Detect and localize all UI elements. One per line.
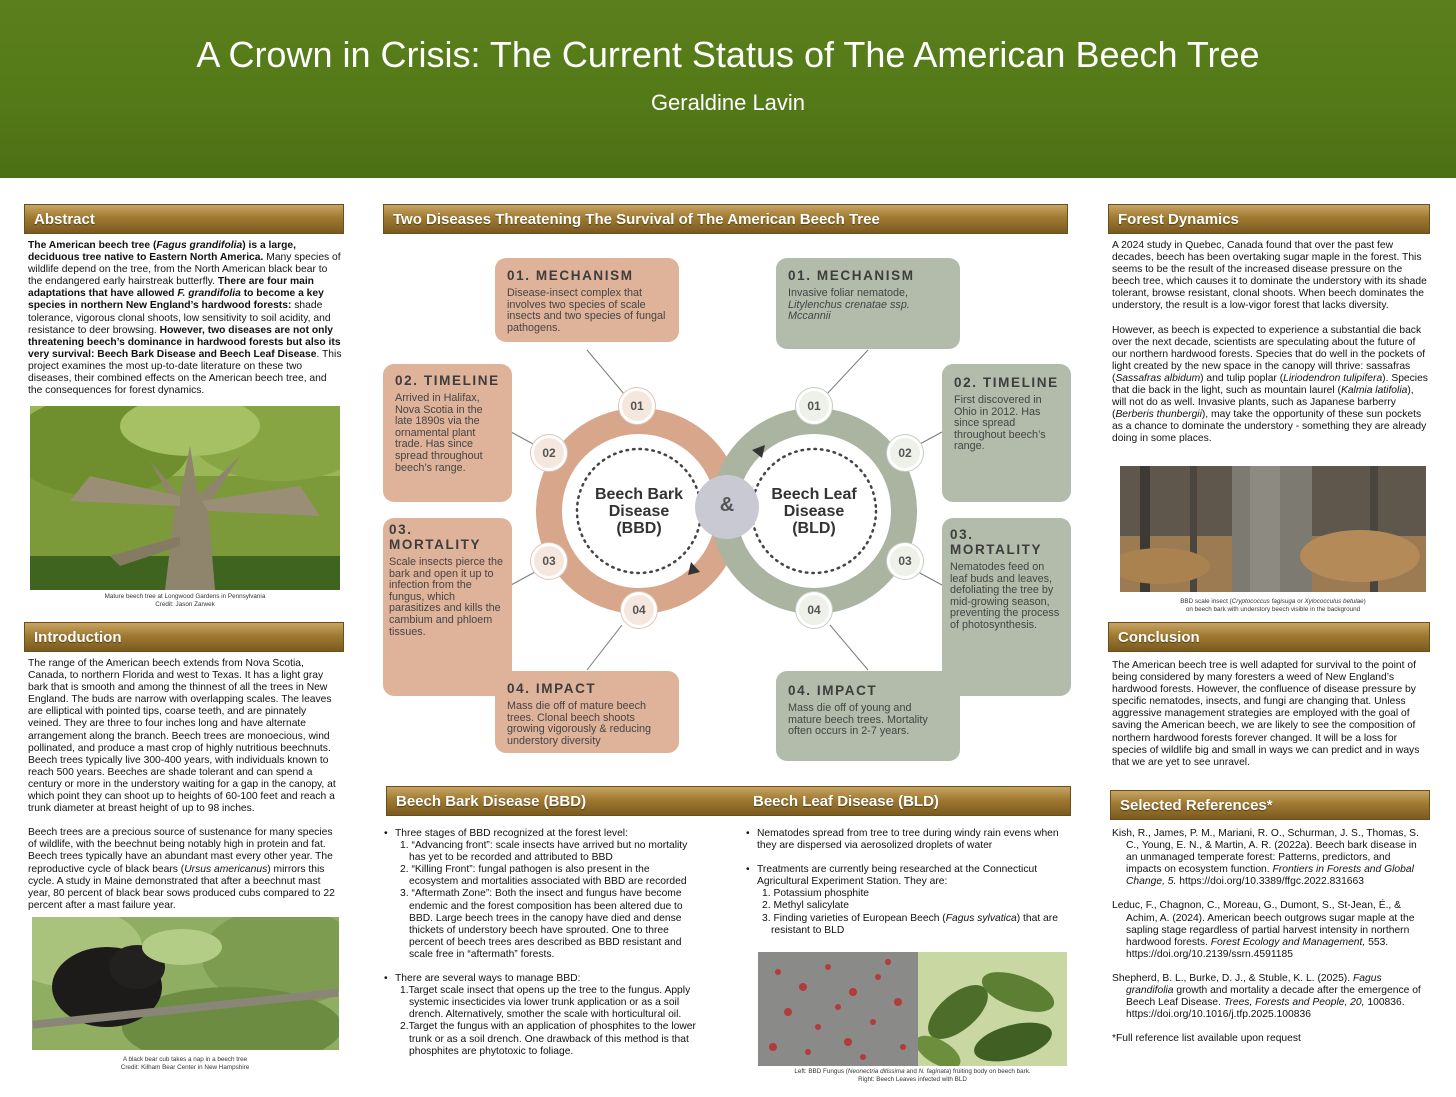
bld-node-01: 01 (796, 388, 832, 424)
bld-mechanism-card: 01. MECHANISM Invasive foliar nematode, Litylenchus crenatae ssp. Mccannii (776, 258, 960, 349)
bbd-node-01: 01 (619, 388, 655, 424)
bbd-timeline-card: 02. TIMELINE Arrived in Halifax, Nova Scotia in the late 1890s via the ornamental plant trade. Has since spread throughout beech’s range. (383, 364, 512, 502)
disease-diagram (383, 240, 1073, 780)
introduction-text: The range of the American beech extends from Nova Scotia, Canada, to northern Florida and west to Texas. It has a light gray bark that is smooth and among the thinnest of all the trees in New England. The buds are narrow with overlapping scales. The leaves are elliptical with pointed tips, coarse teeth, and are pinnately veined. They are three to four inches long and have alternate arrangement along the branch. Beech trees are monoecious, wind pollinated, and produce a mast crop of highly nutritious beechnuts. Beech trees typically live 300-400 years, with individuals known to reach 500 years. Beeches are shade tolerant and can spend a century or more in the understory waiting for a gap in the canopy, at which point they can shoot up to heights of 60-100 feet and reach a trunk diameter at breast height of up to 98 inches. Beech trees are a precious source of sustenance for many species of wildlife, with the beechnut being notably high in protein and fat. Beech trees typically have an abundant mast every other year. The reproductive cycle of black bears (Ursus americanus) mirrors this cycle. A study in Maine demonstrated that after a beechnut mast year, 80 percent of black bear sows produced cubs compared to 22 percent after a mast failure year. (28, 658, 336, 911)
bbd-center-label: Beech Bark Disease (BBD) (594, 486, 684, 537)
conclusion-header: Conclusion (1108, 622, 1430, 652)
poster-author: Geraldine Lavin (650, 90, 806, 115)
bld-node-04: 04 (796, 592, 832, 628)
bld-section-heading: Beech Leaf Disease (BLD) (753, 793, 939, 810)
bld-mortality-card: 03. MORTALITY Nematodes feed on leaf buds and leaves, defoliating the tree by mid-growing season, preventing the process of photosynthesis. (942, 518, 1071, 696)
reference-item: Kish, R., James, P. M., Mariani, R. O., Schurman, J. S., Thomas, S. C., Young, E. N., & Martin, A. R. (2022a). Beech bark disease in an unmanaged temperate forest: Patterns, predictors, and impacts on ecosystem function. Frontiers in Forests and Global Change, 5. https://doi.org/10.3389/ffgc.2022.831663 (1112, 828, 1419, 888)
forest-photo-caption: BBD scale insect (Cryptococcus fagisuga or Xylococculus betulae) on beech bark with understory beech visible in the background (1180, 598, 1366, 613)
forest-dynamics-text: A 2024 study in Quebec, Canada found that over the past few decades, beech has been overtaking sugar maple in the forest. This seems to be the result of the increased disease pressure on the beech tree, which causes it to dominate the understory with its shade tolerant, browse resistant, clonal shoots. When beech dominates the understory, the result is a low-vigor forest that lacks diversity. However, as beech is expected to experience a substantial die back over the next decade, scientists are speculating about the future of our northern hardwood forests. Species that do well in the pockets of light created by the new space in the canopy will thrive: sassafras (Sassafras albidum) and tulip poplar (Liriodendron tulipifera). Species that die back in the light, such as mountain laurel (Kalmia latifolia), will not do as well. Invasive plants, such as Japanese barberry (Berberis thunbergii), may take the opportunity of these sun pockets as a chance to dominate the understory - something they are already doing in some places. (1112, 240, 1428, 445)
bld-photo-caption: Left: BBD Fungus (Neonectria ditissima and N. faginata) fruiting body on beech bark. Right: Beech Leaves infected with BLD (794, 1068, 1031, 1083)
reference-item: Shepherd, B. L., Burke, D. J., & Stuble, K. L. (2025). Fagus grandifolia growth and mortality a decade after the emergence of Beech Leaf Disease. Trees, Forests and People, 20, 100836. https://doi.org/10.1016/j.tfp.2025.100836 (1112, 972, 1421, 1021)
title-banner (0, 0, 1456, 178)
abstract-photo-caption: Mature beech tree at Longwood Gardens in Pennsylvania Credit: Jason Zarwek (104, 593, 266, 608)
diagram-header: Two Diseases Threatening The Survival of The American Beech Tree (383, 204, 1068, 234)
bbd-node-02: 02 (531, 435, 567, 471)
references-note: *Full reference list available upon request (1112, 1033, 1301, 1045)
conclusion-text: The American beech tree is well adapted for survival to the point of being considered by many foresters a weed of New England’s hardwood forests. However, the confluence of disease pressure by specific nematodes, insects, and fungi are changing that. Unless aggressive management strategies are employed with the goal of saving the American beech, we are likely to see the composition of northern hardwood forests forever changed. It will be a loss for species of wildlife big and small in ways we can predict and in ways that we are yet to see unravel. (1112, 660, 1420, 768)
scale-insect-photo (1120, 466, 1426, 592)
bbd-fungus-photo (758, 952, 918, 1066)
abstract-text: The American beech tree (Fagus grandifolia) is a large, deciduous tree native to Eastern North America. Many species of wildlife depend on the tree, from the North American black bear to the endangered early hairstreak butterfly. There are four main adaptations that have allowed F. grandifolia to become a key species in northern New England’s hardwood forests: shade tolerance, vigorous clonal shoots, low sensitivity to soil acidity, and resistance to deer browsing. However, two diseases are not only threatening beech’s dominance in hardwood forests but also its very survival: Beech Bark Disease and Beech Leaf Disease. This project examines the most up-to-date literature on these two diseases, their combined effects on the American beech tree, and the consequences for forest dynamics. (28, 240, 342, 397)
references-list (1112, 828, 1426, 1045)
bbd-bld-header-bar (386, 786, 1071, 816)
reference-item: Leduc, F., Chagnon, C., Moreau, G., Dumont, S., St-Jean, É., & Achim, A. (2024). American beech outgrows sugar maple at the sapling stage regardless of partial harvest intensity in northern hardwood forests. Forest Ecology and Management, 553. https://doi.org/10.2139/ssrn.4591185 (1112, 900, 1415, 960)
intro-photo-caption: A black bear cub takes a nap in a beech tree Credit: Kilham Bear Center in New Hampshire (120, 1056, 250, 1071)
bld-center-label: Beech Leaf Disease (BLD) (771, 486, 857, 537)
bld-node-03: 03 (887, 543, 923, 579)
abstract-header: Abstract (24, 204, 344, 234)
bld-leaves-photo (918, 952, 1067, 1066)
bbd-node-03: 03 (531, 543, 567, 579)
bld-section-list: • Nematodes spread from tree to tree during windy rain evens when they are dispersed via aerosolized droplets of water • Treatments are currently being researched at the Connecticut Agricultural Experiment Station. They are: 1. Potassium phosphite 2. Methyl salicylate 3. Finding varieties of European Beech (Fagus sylvatica) that are resistant to BLD (746, 828, 1064, 937)
introduction-header: Introduction (24, 622, 344, 652)
bld-timeline-card: 02. TIMELINE First discovered in Ohio in 2012. Has since spread throughout beech’s range. (942, 364, 1071, 502)
bbd-impact-card: 04. IMPACT Mass die off of mature beech trees. Clonal beech shoots growing vigorously & reducing understory diversity (495, 671, 679, 753)
poster-title: A Crown in Crisis: The Current Status of The American Beech Tree (196, 34, 1260, 75)
references-header: Selected References* (1110, 790, 1430, 820)
bld-impact-card: 04. IMPACT Mass die off of young and mature beech trees. Mortality often occurs in 2-7 years. (776, 671, 960, 761)
bbd-node-04: 04 (621, 592, 657, 628)
bbd-section-list: • Three stages of BBD recognized at the forest level: 1. “Advancing front”: scale insects have arrived but no mortality has yet to be recorded and attributed to BBD 2. “Killing Front”: fungal pathogen is also present in the ecosystem and mortalities associated with BBD are recorded 3. “Aftermath Zone”: Both the insect and fungus have become endemic and the forest composition has been altered due to BBD. Large beech trees in the canopy have died and dense thickets of understory beech have sprouted. One to three percent of beech trees ares described as BBD resistant and scale free in “aftermath” forests. • There are several ways to manage BBD: 1.Target scale insect that opens up the tree to the fungus. Apply systemic insecticides via lower trunk application or as a soil drench. Alternatively, smother the scale with horticultural oil. 2.Target the fungus with an application of phosphites to the lower trunk or as a soil drench. One drawback of this method is that phosphites are phytotoxic to foliage. (384, 828, 700, 1058)
bear-cub-photo (32, 917, 339, 1050)
bld-node-02: 02 (887, 435, 923, 471)
bbd-mechanism-card: 01. MECHANISM Disease-insect complex that involves two species of scale insects and two species of fungal pathogens. (495, 258, 679, 342)
forest-dynamics-header: Forest Dynamics (1108, 204, 1430, 234)
ampersand-symbol: & (719, 494, 735, 516)
bbd-mortality-card: 03. MORTALITY Scale insects pierce the bark and open it up to infection from the fungus, which parasitizes and kills the cambium and phloem tissues. (383, 518, 512, 696)
bbd-section-heading: Beech Bark Disease (BBD) (396, 793, 587, 810)
beech-tree-photo (30, 406, 340, 590)
